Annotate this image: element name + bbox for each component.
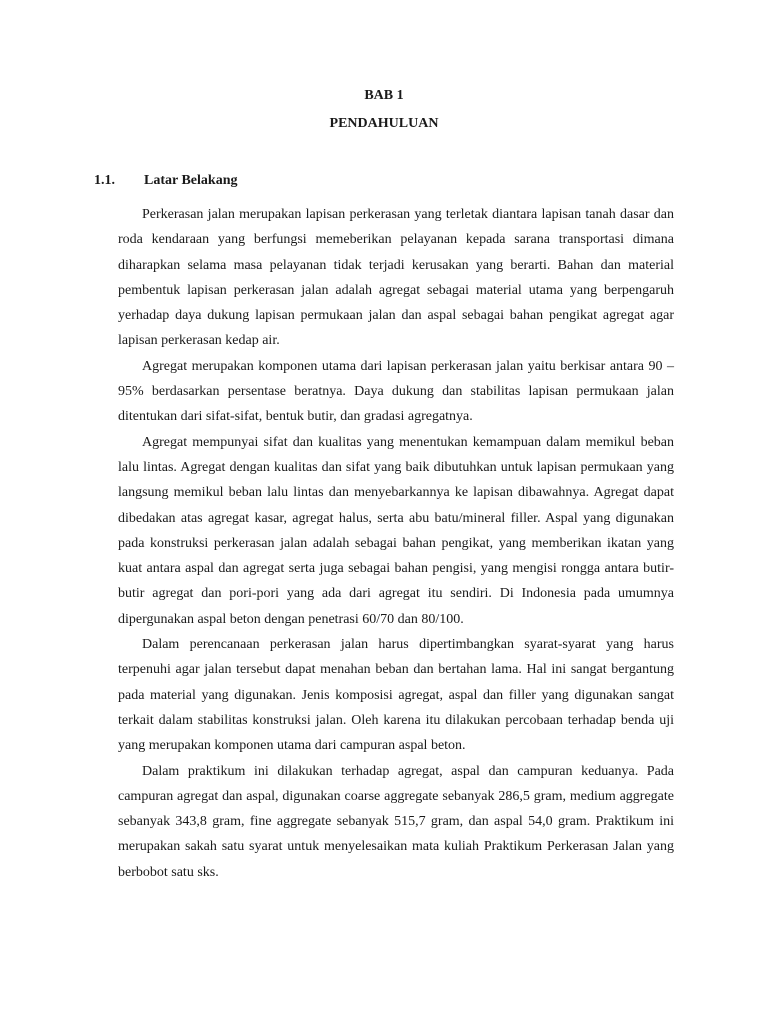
body-text xyxy=(118,202,674,885)
chapter-number-text: BAB 1 xyxy=(364,88,404,103)
section-number: 1.1. xyxy=(94,173,115,188)
paragraph: Perkerasan jalan merupakan lapisan perkerasan yang terletak diantara lapisan tanah dasar dan roda kendaraan yang berfungsi memeberikan pelayanan kepada sarana transportasi dimana diharapkan selama masa pelayanan tidak terjadi kerusakan yang berarti. Bahan dan material pembentuk lapisan perkerasan jalan adalah agregat sebagai material utama yang berpengaruh yerhadap daya dukung lapisan permukaan jalan dan aspal sebagai bahan pengikat agregat agar lapisan perkerasan kedap air. xyxy=(118,207,674,349)
section-title: Latar Belakang xyxy=(144,173,238,188)
paragraph: Dalam perencanaan perkerasan jalan harus dipertimbangkan syarat-syarat yang harus terpenuhi agar jalan tersebut dapat menahan beban dan bertahan lama. Hal ini sangat bergantung pada material yang digunakan. Jenis komposisi agregat, aspal dan filler yang digunakan sangat terkait dalam stabilitas konstruksi jalan. Oleh karena itu dilakukan percobaan terhadap benda uji yang merupakan komponen utama dari campuran aspal beton. xyxy=(118,637,674,754)
chapter-title: PENDAHULUAN xyxy=(329,116,439,131)
paragraph: Dalam praktikum ini dilakukan terhadap agregat, aspal dan campuran keduanya. Pada campuran agregat dan aspal, digunakan coarse aggregate sebanyak 286,5 gram, medium aggregate sebanyak 343,8 gram, fine aggregate sebanyak 515,7 gram, dan aspal 54,0 gram. Praktikum ini merupakan sakah satu syarat untuk menyelesaikan mata kuliah Praktikum Perkerasan Jalan yang berbobot satu sks. xyxy=(118,763,674,880)
section-heading xyxy=(94,171,237,191)
paragraph: Agregat mempunyai sifat dan kualitas yang menentukan kemampuan dalam memikul beban lalu lintas. Agregat dengan kualitas dan sifat yang baik dibutuhkan untuk lapisan permukaan yang langsung memikul beban lalu lintas dan menyebarkannya ke lapisan dibawahnya. Agregat dapat dibedakan atas agregat kasar, agregat halus, serta abu batu/mineral filler. Aspal yang digunakan pada konstruksi perkerasan jalan adalah sebagai bahan pengikat, yang memberikan ikatan yang kuat antara aspal dan agregat serta juga sebagai bahan pengisi, yang mengisi rongga antara butir-butir agregat dan pori-pori yang ada dari agregat itu sendiri. Di Indonesia pada umumnya dipergunakan aspal beton dengan penetrasi 60/70 dan 80/100. xyxy=(118,434,674,627)
paragraph: Agregat merupakan komponen utama dari lapisan perkerasan jalan yaitu berkisar antara 90 – 95% berdasarkan persentase beratnya. Daya dukung dan stabilitas lapisan permukaan jalan ditentukan dari sifat-sifat, bentuk butir, dan gradasi agregatnya. xyxy=(118,358,674,425)
chapter-number xyxy=(0,86,768,106)
